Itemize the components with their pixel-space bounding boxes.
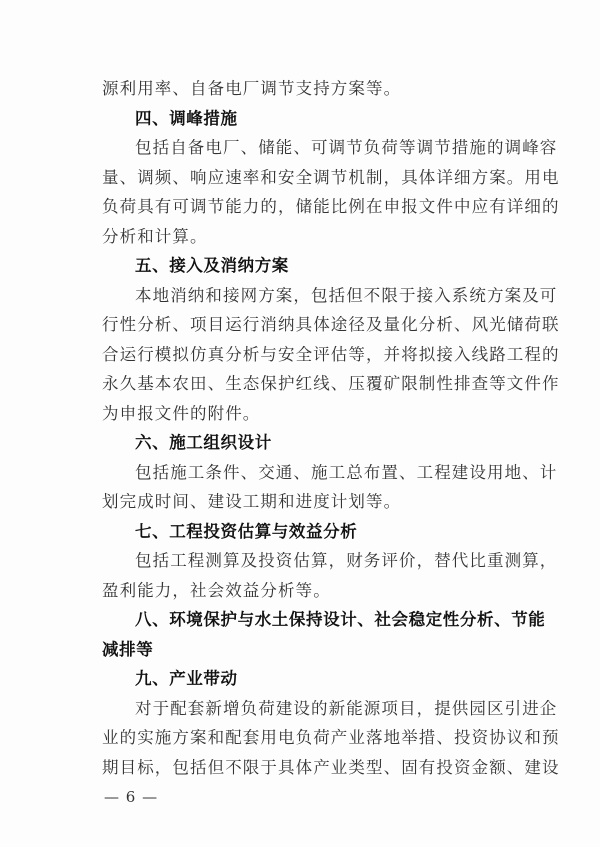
body-line: 本地消纳和接网方案，包括但不限于接入系统方案及可 [135, 285, 558, 305]
body-line: 为申报文件的附件。 [102, 403, 261, 423]
section-heading-7: 七、工程投资估算与效益分析 [135, 521, 358, 541]
section-heading-8-continued: 减排等 [102, 639, 154, 659]
section-heading-6: 六、施工组织设计 [135, 433, 272, 452]
section-heading-4: 四、调峰措施 [135, 108, 238, 128]
section-heading-9: 九、产业带动 [135, 669, 238, 688]
body-line: 包括施工条件、交通、施工总布置、工程建设用地、计 [135, 462, 558, 482]
body-line: 行性分析、项目运行消纳具体途径及量化分析、风光储荷联 [102, 315, 560, 334]
body-line: 分析和计算。 [102, 226, 208, 246]
body-line: 合运行模拟仿真分析与安全评估等，并将拟接入线路工程的 [102, 344, 560, 364]
body-line: 划完成时间、建设工期和进度计划等。 [102, 492, 402, 511]
body-line: 永久基本农田、生态保护红线、压覆矿限制性排查等文件作 [102, 374, 560, 393]
body-line: 业的实施方案和配套用电负荷产业落地举措、投资协议和预 [102, 728, 560, 747]
body-line: 包括自备电厂、储能、可调节负荷等调节措施的调峰容 [135, 138, 558, 157]
body-line: 期目标，包括但不限于具体产业类型、固有投资金额、建设 [102, 757, 560, 777]
body-line: 对于配套新增负荷建设的新能源项目，提供园区引进企 [135, 698, 558, 718]
body-line: 包括工程测算及投资估算，财务评价，替代比重测算， [135, 551, 558, 570]
document-body [102, 74, 560, 782]
body-line: 盈利能力，社会效益分析等。 [102, 580, 331, 600]
body-line: 量、调频、响应速率和安全调节机制，具体详细方案。用电 [102, 167, 560, 187]
section-heading-8: 八、环境保护与水土保持设计、社会稳定性分析、节能 [135, 610, 546, 629]
body-line: 负荷具有可调节能力的，储能比例在申报文件中应有详细的 [102, 197, 560, 216]
section-heading-5: 五、接入及消纳方案 [135, 256, 289, 275]
body-line: 源利用率、自备电厂调节支持方案等。 [102, 79, 402, 98]
page-number: — 6 — [104, 788, 159, 806]
